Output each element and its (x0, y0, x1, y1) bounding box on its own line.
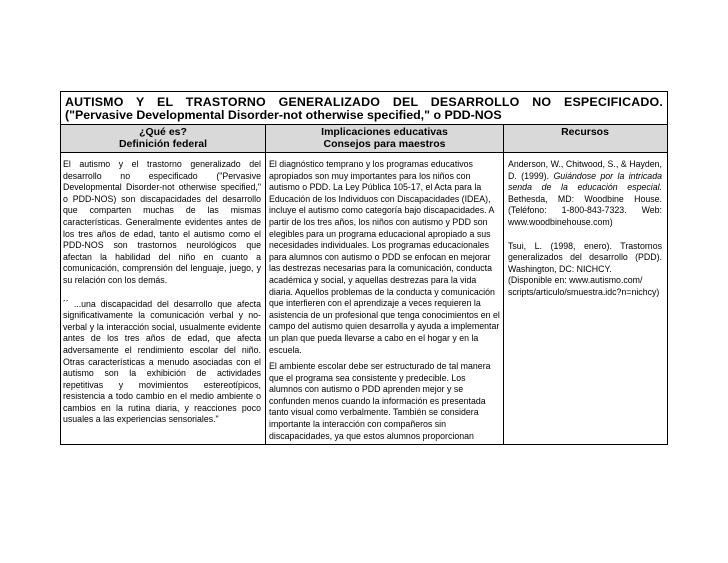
definition-paragraph: El autismo y el trastorno generalizado del desarrollo no especificado ("Pervasive Developmental Disorder-not otherwise specified," o PDD-NOS) son discapacidades del desarrollo que comparten muchas de las mismas características. Generalmente evidentes antes de los tres años de edad, tanto el autismo como el PDD-NOS son trastornos neurológicos que afectan la habilidad del niño en cuanto a comunicación, comprensión del lenguaje, juego, y su relación con los demás. (63, 159, 261, 285)
resource-tsui-availability: (Disponible en: www.autismo.com/ scripts/articulo/smuestra.idc?n=nichcy) (508, 275, 660, 297)
header-what-is-it-line1: ¿Qué es? (139, 126, 187, 138)
header-what-is-it-line2: Definición federal (118, 138, 208, 150)
column-headers (61, 124, 667, 153)
header-what-is-it (61, 125, 265, 152)
header-educational-line1: Implicaciones educativas (321, 126, 448, 138)
document-title: AUTISMO Y EL TRASTORNO GENERALIZADO DEL DESARROLLO NO ESPECIFICADO. (65, 95, 663, 109)
header-resources-label: Recursos (561, 126, 609, 138)
header-resources (504, 125, 666, 152)
resource-tsui: Tsui, L. (1998, enero). Trastornos generalizados del desarrollo (PDD). Washington, DC: NICHCY. (508, 240, 662, 274)
document-subtitle: ("Pervasive Developmental Disorder-not otherwise specified," o PDD-NOS (65, 108, 502, 122)
implications-column (265, 153, 504, 444)
content-row (61, 153, 667, 444)
resource-anderson-publisher: Bethesda, MD: Woodbine House. (Teléfono: 1-800-843-7323. Web: www.woodbinehouse.com) (508, 193, 662, 227)
federal-definition-quote: ´´ ...una discapacidad del desarrollo que afecta significativamente la comunicación verbal y no-verbal y la interacción social, usualmente evidente antes de los tres años de edad, que afecta adversamente el rendimiento escolar del niño. Otras características a menudo asociadas con el autismo son la exhibición de actividades repetitivas y movimientos estereotípicos, resistencia a todo cambio en el medio ambiente o cambios en la rutina diaria, y reacciones poco usuales a las experiencias sensoriales." (63, 298, 261, 425)
resource-anderson (508, 159, 662, 229)
resource-anderson-authors: Anderson, W., Chitwood, S., & Hayden, D. (1999). (508, 159, 662, 181)
implications-paragraph-1: El diagnóstico temprano y los programas educativos apropiados son muy importantes para los niños con autismo o PDD. La Ley Pública 105-17, el Acta para la Educación de los Individuos con Discapacidades (IDEA), incluye el autismo como categoría bajo discapacidades. A partir de los tres años, los niños con autismo y PDD son elegibles para un programa educacional apropiado a sus necesidades individuales. Los programas educacionales para alumnos con autismo o PDD se enfocan en mejorar las destrezas necesarias para la comunicación, conducta académica y social, y aquellas destrezas para la vida diaria. Aquellos problemas de la conducta y comunicación que interfieren con el aprendizaje a veces requieren la asistencia de un profesional que tenga conocimientos en el campo del autismo quien desarrolla y ayuda a implementar un plan que pueda llevarse a cabo en el hogar y en la escuela. (269, 159, 500, 355)
resources-column (504, 153, 666, 444)
title-block (61, 92, 667, 124)
implications-paragraph-2: El ambiente escolar debe ser estructurado de tal manera que el programa sea consistente y predecible. Los alumnos con autismo o PDD aprenden mejor y se confunden menos cuando la información es presentada tanto visual como verbalmente. También se considera importante la interacción con compañeros sin discapacidades, ya que estos alumnos proporcionan (269, 361, 491, 441)
definition-column (61, 153, 265, 444)
document-table (60, 91, 668, 445)
header-educational-line2: Consejos para maestros (323, 138, 446, 150)
header-educational-implications (265, 125, 504, 152)
resource-anderson-title: Guiándose por la intricada senda de la educación especial. (508, 170, 662, 193)
